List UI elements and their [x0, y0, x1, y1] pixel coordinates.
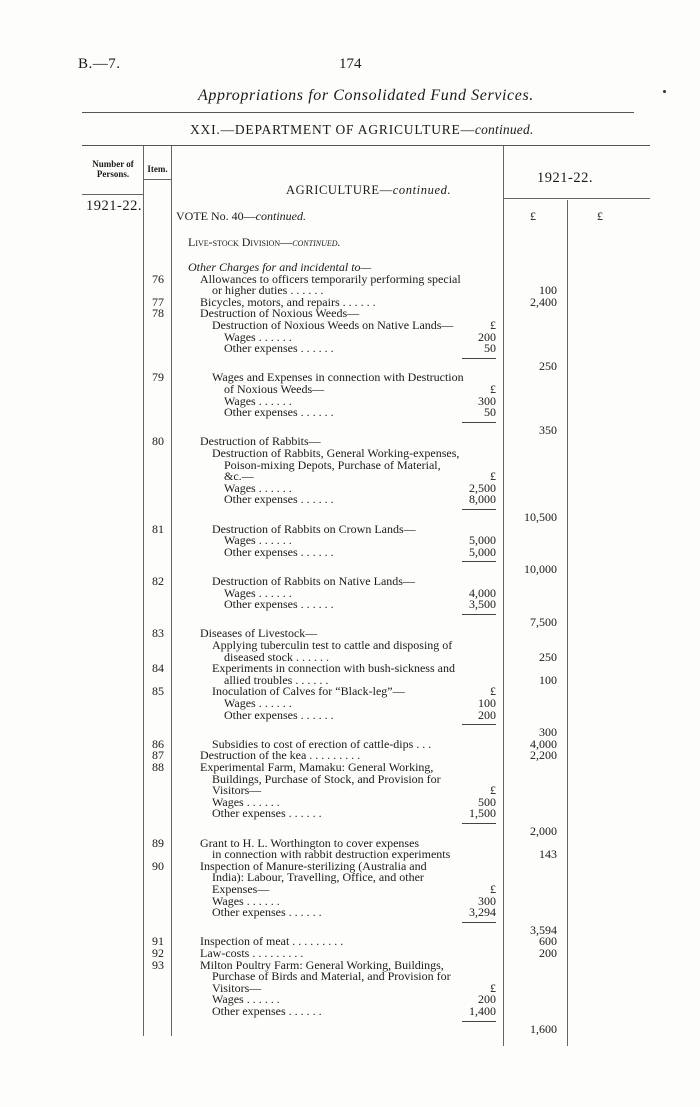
subtotal-rule — [462, 1021, 496, 1022]
line-text: Visitors— — [212, 783, 262, 798]
line-text: Inspection of meat . . . . . . . . . — [200, 934, 344, 949]
item-number: 84 — [152, 661, 164, 676]
line-amount: 10,500 — [524, 510, 557, 524]
line-amount: 1,600 — [530, 1021, 557, 1036]
subtotal-rule — [462, 724, 496, 725]
line-text: Applying tuberculin test to cattle and disposing of — [212, 638, 453, 652]
line-text: Other expenses . . . . . . — [224, 492, 334, 507]
line-text: Wages . . . . . . — [224, 696, 292, 710]
line-text: Inoculation of Calves for “Black-leg”— — [212, 684, 405, 699]
line-amount: 250 — [539, 358, 557, 373]
line-text: Other expenses . . . . . . — [212, 905, 322, 920]
department-heading: XXI.—DEPARTMENT OF AGRICULTURE—continued. — [190, 122, 534, 137]
sub-amount: £ — [490, 318, 496, 332]
subtotal-rule — [462, 823, 496, 824]
sub-amount: 200 — [478, 992, 496, 1007]
item-number: 83 — [152, 626, 164, 641]
sub-amount: 300 — [478, 893, 496, 908]
line-text: Visitors— — [212, 980, 262, 995]
line-text: Other expenses . . . . . . — [224, 341, 334, 356]
vote-heading: VOTE No. 40—continued. — [176, 209, 306, 223]
item-number: 88 — [152, 760, 164, 774]
page-title: Appropriations for Consolidated Fund Services. — [198, 87, 534, 104]
item-number: 81 — [152, 521, 164, 536]
line-text: Bicycles, motors, and repairs . . . . . . — [200, 294, 376, 309]
item-number: 89 — [152, 835, 164, 850]
line-text: diseased stock . . . . . . — [224, 649, 329, 664]
sub-amount: £ — [490, 382, 496, 396]
sub-amount: 300 — [478, 393, 496, 408]
line-text: Wages . . . . . . — [224, 480, 292, 495]
persons-year: 1921-22. — [86, 198, 142, 214]
subtotal-rule — [462, 358, 496, 359]
line-text: Destruction of the kea . . . . . . . . . — [200, 748, 361, 763]
pound-header-2: £ — [597, 209, 603, 223]
subtotal-rule — [462, 509, 496, 510]
line-text: Wages and Expenses in connection with Destruction — [212, 370, 464, 385]
line-text: Expenses— — [212, 882, 270, 896]
sub-amount: 3,294 — [469, 905, 496, 920]
line-text: Other expenses . . . . . . — [212, 1004, 322, 1018]
line-text: Diseases of Livestock— — [200, 626, 318, 641]
line-text: Wages . . . . . . — [212, 893, 280, 908]
table-top-rule — [82, 145, 650, 146]
sub-amount: 50 — [484, 341, 496, 356]
item-number: 80 — [152, 434, 164, 449]
column-divider-persons — [143, 146, 144, 1036]
item-number: 86 — [152, 736, 164, 751]
item-number: 79 — [152, 370, 164, 385]
line-text: Allowances to officers temporarily performing special — [200, 271, 461, 286]
sub-amount: £ — [490, 783, 496, 798]
line-text: or higher duties . . . . . . — [212, 283, 324, 298]
line-amount: 100 — [539, 672, 557, 687]
line-text: Subsidies to cost of erection of cattle-dips . . . — [212, 736, 432, 751]
sub-amount: 8,000 — [469, 492, 496, 507]
line-amount: 250 — [539, 649, 557, 664]
line-text: Destruction of Rabbits— — [200, 434, 321, 449]
sub-amount: 5,000 — [469, 533, 496, 548]
persons-header-rule — [82, 194, 144, 195]
line-text: Inspection of Manure-sterilizing (Australia and — [200, 858, 427, 873]
amount-year-header: 1921-22. — [537, 170, 593, 186]
line-text: Other expenses . . . . . . — [224, 544, 334, 559]
line-text: Wages . . . . . . — [224, 585, 292, 600]
line-amount: 300 — [539, 725, 557, 740]
line-text: Destruction of Noxious Weeds— — [200, 306, 360, 321]
item-number: 77 — [152, 294, 164, 309]
sub-amount: 200 — [478, 707, 496, 722]
line-text: Destruction of Rabbits, General Working-expenses, — [212, 446, 460, 460]
line-text: Milton Poultry Farm: General Working, Buildings, — [200, 957, 444, 972]
line-amount: 7,500 — [530, 614, 557, 629]
document-reference: B.—7. — [78, 56, 121, 72]
sub-amount: £ — [490, 980, 496, 995]
sub-amount: £ — [490, 469, 496, 484]
subtotal-rule — [462, 561, 496, 562]
sub-amount: 1,400 — [469, 1004, 496, 1018]
item-header-rule — [144, 179, 171, 180]
line-amount: 100 — [539, 283, 557, 298]
item-number: 82 — [152, 574, 164, 588]
sub-amount: 100 — [478, 696, 496, 710]
sub-amount: 5,000 — [469, 544, 496, 559]
line-amount: 10,000 — [524, 562, 557, 577]
sub-amount: £ — [490, 684, 496, 699]
line-text: in connection with rabbit destruction experiments — [212, 847, 451, 862]
division-heading: Live-stock Division—continued. — [188, 235, 341, 249]
line-text: Other expenses . . . . . . — [224, 707, 334, 722]
line-text: Other Charges for and incidental to— — [188, 260, 372, 274]
line-amount: 3,594 — [530, 922, 557, 937]
column-divider-item — [171, 146, 172, 1036]
amount-header-rule — [504, 198, 650, 199]
line-text: Other expenses . . . . . . — [224, 405, 334, 420]
line-text: Buildings, Purchase of Stock, and Provision for — [212, 771, 441, 786]
line-amount: 350 — [539, 422, 557, 437]
item-number: 85 — [152, 684, 164, 699]
column-divider-amount — [503, 146, 504, 1046]
item-number: 87 — [152, 748, 164, 763]
line-amount: 2,000 — [530, 824, 557, 838]
sub-amount: 50 — [484, 405, 496, 420]
item-number: 91 — [152, 934, 164, 949]
column-header-item: Item. — [147, 164, 168, 174]
line-text: &c.— — [224, 469, 254, 484]
subtotal-rule — [462, 922, 496, 923]
line-text: Wages . . . . . . — [212, 794, 280, 809]
subtotal-rule — [462, 614, 496, 615]
line-amount: 2,400 — [530, 294, 557, 309]
line-amount: 600 — [539, 934, 557, 949]
item-number: 76 — [152, 271, 164, 286]
line-text: Other expenses . . . . . . — [212, 806, 322, 821]
line-text: Experimental Farm, Mamaku: General Working, — [200, 760, 434, 774]
line-text: Law-costs . . . . . . . . . — [200, 946, 304, 960]
line-text: Wages . . . . . . — [212, 992, 280, 1007]
item-number: 78 — [152, 306, 164, 321]
line-text: Wages . . . . . . — [224, 533, 292, 548]
line-amount: 200 — [539, 946, 557, 960]
sub-amount: £ — [490, 882, 496, 896]
line-text: Destruction of Noxious Weeds on Native Lands— — [212, 318, 454, 332]
column-header-persons: Number of Persons. — [92, 159, 134, 179]
line-text: Wages . . . . . . — [224, 393, 292, 408]
line-text: Purchase of Birds and Material, and Provision for — [212, 969, 451, 984]
section-heading: AGRICULTURE—continued. — [286, 183, 452, 197]
pound-header-1: £ — [530, 209, 536, 223]
item-number: 90 — [152, 858, 164, 873]
item-number: 92 — [152, 946, 164, 960]
sub-amount: 1,500 — [469, 806, 496, 821]
line-text: Experiments in connection with bush-sickness and — [212, 661, 455, 676]
margin-dot — [663, 90, 666, 93]
sub-amount: 4,000 — [469, 585, 496, 600]
line-text: Destruction of Rabbits on Native Lands— — [212, 574, 415, 588]
subtotal-rule — [462, 422, 496, 423]
page-number: 174 — [339, 56, 362, 72]
line-text: Wages . . . . . . — [224, 329, 292, 344]
sub-amount: 500 — [478, 794, 496, 809]
line-text: India): Labour, Travelling, Office, and other — [212, 870, 424, 885]
sub-amount: 200 — [478, 329, 496, 344]
line-text: allied troubles . . . . . . — [224, 672, 329, 687]
line-amount: 143 — [539, 847, 557, 862]
sub-amount: 2,500 — [469, 480, 496, 495]
line-text: Destruction of Rabbits on Crown Lands— — [212, 521, 416, 536]
title-rule — [82, 112, 634, 113]
line-text: Grant to H. L. Worthington to cover expenses — [200, 835, 420, 850]
sub-amount: 3,500 — [469, 597, 496, 612]
line-text: Poison-mixing Depots, Purchase of Material, — [224, 457, 441, 472]
item-number: 93 — [152, 957, 164, 972]
line-amount: 4,000 — [530, 736, 557, 751]
column-divider-total — [567, 200, 568, 1046]
line-text: of Noxious Weeds— — [224, 382, 325, 396]
line-amount: 2,200 — [530, 748, 557, 763]
line-text: Other expenses . . . . . . — [224, 597, 334, 612]
